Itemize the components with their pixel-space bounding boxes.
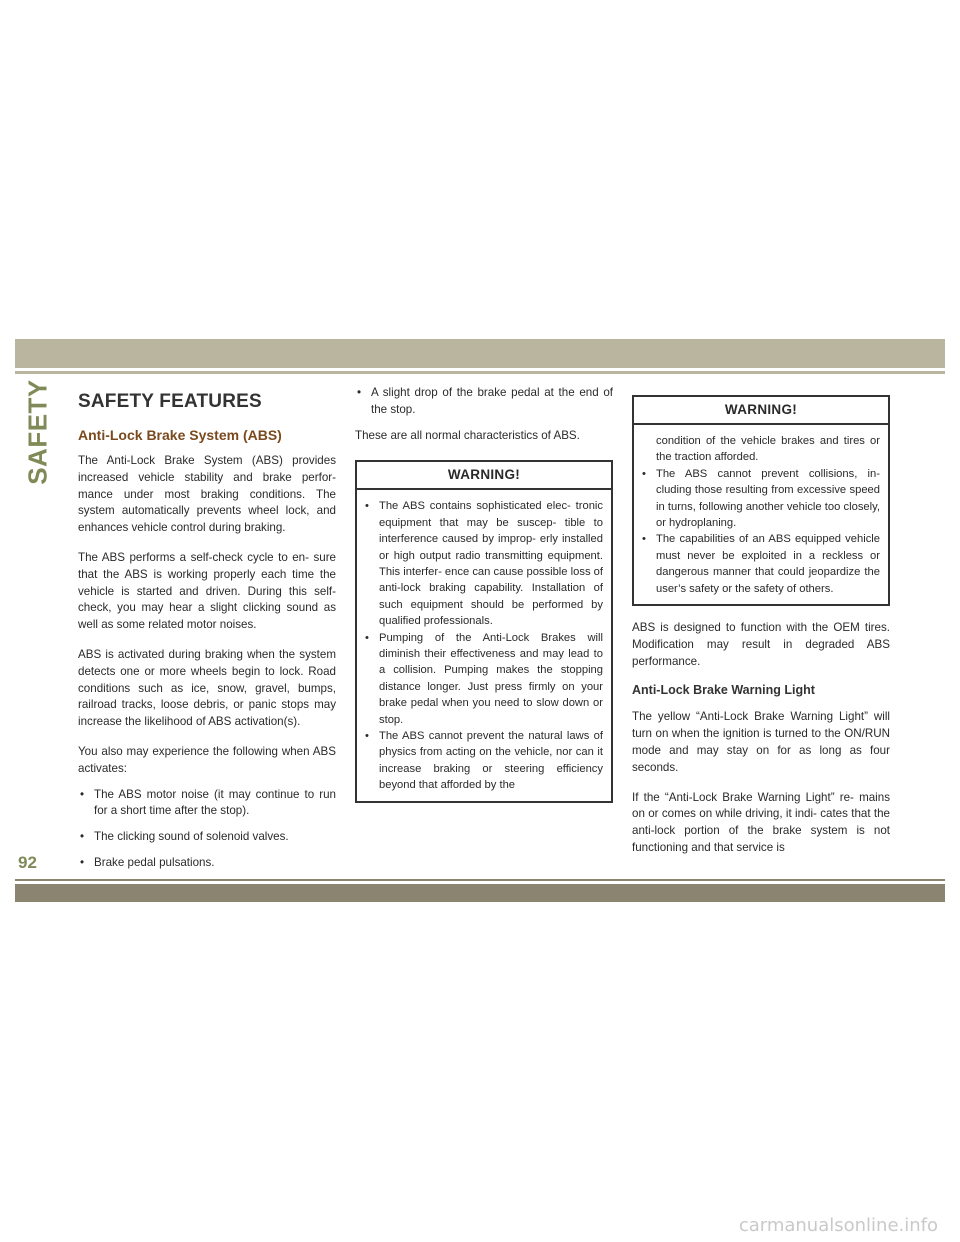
watermark: carmanualsonline.info (738, 1215, 938, 1236)
abs-symptoms-list (78, 787, 336, 872)
warning-box (355, 460, 613, 802)
warning-item-continued: condition of the vehicle brakes and tires or the traction afforded. (656, 435, 880, 464)
paragraph: If the “Anti-Lock Brake Warning Light” re- mains on or comes on while driving, it indi- cates that the anti-lock portion of the brake system is not functioning and that service is (632, 790, 890, 855)
list-item: • The ABS motor noise (it may continue to run for a short time after the stop). (78, 787, 336, 821)
list-item: • A slight drop of the brake pedal at the end of the stop. (355, 385, 613, 419)
page-number: 92 (18, 853, 37, 872)
abs-symptoms-list-continued (355, 385, 613, 419)
paragraph: ABS is designed to function with the OEM tires. Modification may result in degraded ABS performance. (632, 621, 890, 668)
paragraph: You also may experience the following when ABS activates: (78, 744, 336, 775)
warning-body (357, 490, 611, 800)
column-3 (632, 395, 890, 870)
warning-item: • The ABS contains sophisticated elec- tronic equipment that may be suscep- tible to interference caused by improp- erly installed or high output radio transmitting equipment. This interfer- ence can cause possible loss of anti-lock braking capability. Installation of such equipment should be performed by qualified professionals. (365, 498, 603, 629)
warning-box-continued (632, 395, 890, 606)
section-heading-warning-light: Anti-Lock Brake Warning Light (632, 683, 815, 698)
page-title: SAFETY FEATURES (78, 391, 262, 412)
warning-item: • The ABS cannot prevent the natural laws of physics from acting on the vehicle, nor can it increase braking or steering efficiency beyond that afforded by the (365, 728, 603, 794)
warning-item: • The ABS cannot prevent collisions, in- cluding those resulting from excessive speed in turns, following another vehicle too closely, or hydroplaning. (642, 466, 880, 532)
section-tab-label: SAFETY (22, 379, 53, 485)
warning-body (634, 425, 888, 604)
warning-item: • Pumping of the Anti-Lock Brakes will diminish their effectiveness and may lead to a collision. Pumping makes the stopping distance longer. Just press firmly on your brake pedal when you need to slow down or stop. (365, 630, 603, 728)
warning-title: WARNING! (634, 397, 888, 425)
paragraph: ABS is activated during braking when the system detects one or more wheels begin to lock. Road conditions such as ice, snow, gravel, bumps, railroad tracks, loose debris, or panic stops may increase the likelihood of ABS activation(s). (78, 647, 336, 729)
warning-title: WARNING! (357, 462, 611, 490)
section-heading-abs: Anti-Lock Brake System (ABS) (78, 427, 282, 443)
column-1 (78, 385, 336, 882)
column-2 (355, 385, 613, 817)
paragraph: These are all normal characteristics of ABS. (355, 428, 580, 442)
footer-band (15, 884, 945, 902)
section-tab (14, 379, 54, 485)
paragraph: The yellow “Anti-Lock Brake Warning Light” will turn on when the ignition is turned to the ON/RUN mode and may stay on for as long as four seconds. (632, 710, 890, 774)
list-item: • Brake pedal pulsations. (78, 855, 336, 872)
header-rule (15, 371, 945, 374)
warning-item: • The capabilities of an ABS equipped vehicle must never be exploited in a reckless or dangerous manner that could jeopardize the user’s safety or the safety of others. (642, 531, 880, 597)
paragraph: The ABS performs a self-check cycle to en- sure that the ABS is working properly each time the vehicle is started and driven. During this self-check, you may hear a slight clicking sound as well as some related motor noises. (78, 550, 336, 632)
list-item: • The clicking sound of solenoid valves. (78, 829, 336, 846)
footer-rule (15, 879, 945, 881)
paragraph: The Anti-Lock Brake System (ABS) provides increased vehicle stability and brake perfor- mance under most braking conditions. The system automatically prevents wheel lock, and enhances vehicle control during braking. (78, 454, 336, 535)
header-band (15, 339, 945, 368)
